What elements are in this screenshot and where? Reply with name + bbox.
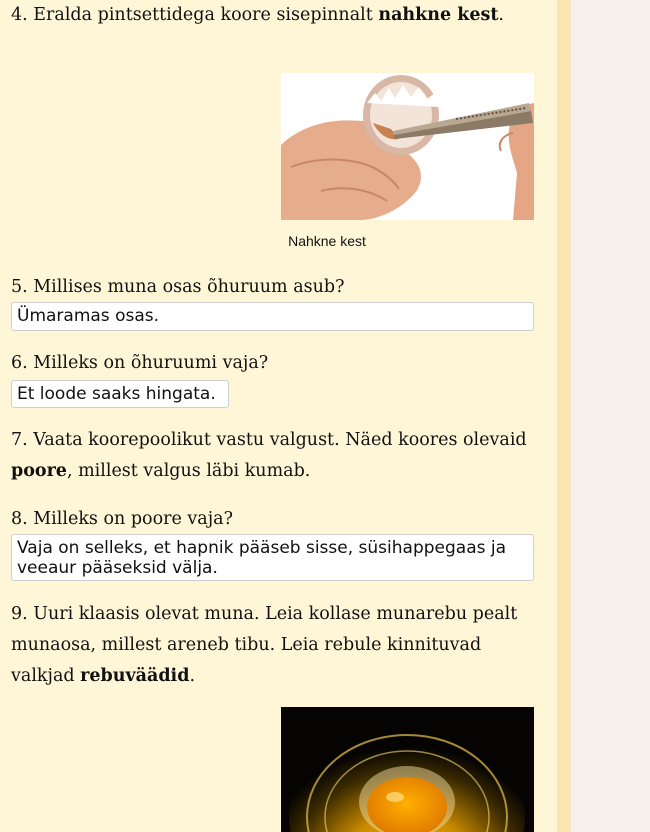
answer-field-8[interactable]: Vaja on selleks, et hapnik pääseb sisse, süsihappegaas ja veeaur pääseksid välja. [11, 534, 534, 581]
answer-field-5[interactable]: Ümaramas osas. [11, 302, 534, 331]
question-7: 7. Vaata koorepoolikut vastu valgust. Näed koores olevaid poore, millest valgus läbi kumab. [11, 430, 527, 481]
question-4: 4. Eralda pintsettidega koore sisepinnalt nahkne kest. [11, 5, 504, 25]
page-edge [557, 0, 571, 832]
term-rebuvaadid: rebuväädid [80, 666, 190, 686]
eggshell-tweezers-photo [281, 73, 534, 220]
question-5: 5. Millises muna osas õhuruum asub? [11, 277, 345, 297]
question-6: 6. Milleks on õhuruumi vaja? [11, 353, 269, 373]
term-poore: poore [11, 461, 67, 481]
egg-yolk-in-glass-photo [281, 707, 534, 832]
question-9: 9. Uuri klaasis olevat muna. Leia kollase munarebu pealt munaosa, millest areneb tibu. Leia rebule kinnituvad valkjad rebuväädid. [11, 604, 518, 686]
term-nahkne-kest: nahkne kest [378, 5, 499, 25]
answer-field-6[interactable]: Et loode saaks hingata. [11, 380, 229, 408]
question-8: 8. Milleks on poore vaja? [11, 509, 233, 529]
figure-caption: Nahkne kest [288, 233, 366, 249]
